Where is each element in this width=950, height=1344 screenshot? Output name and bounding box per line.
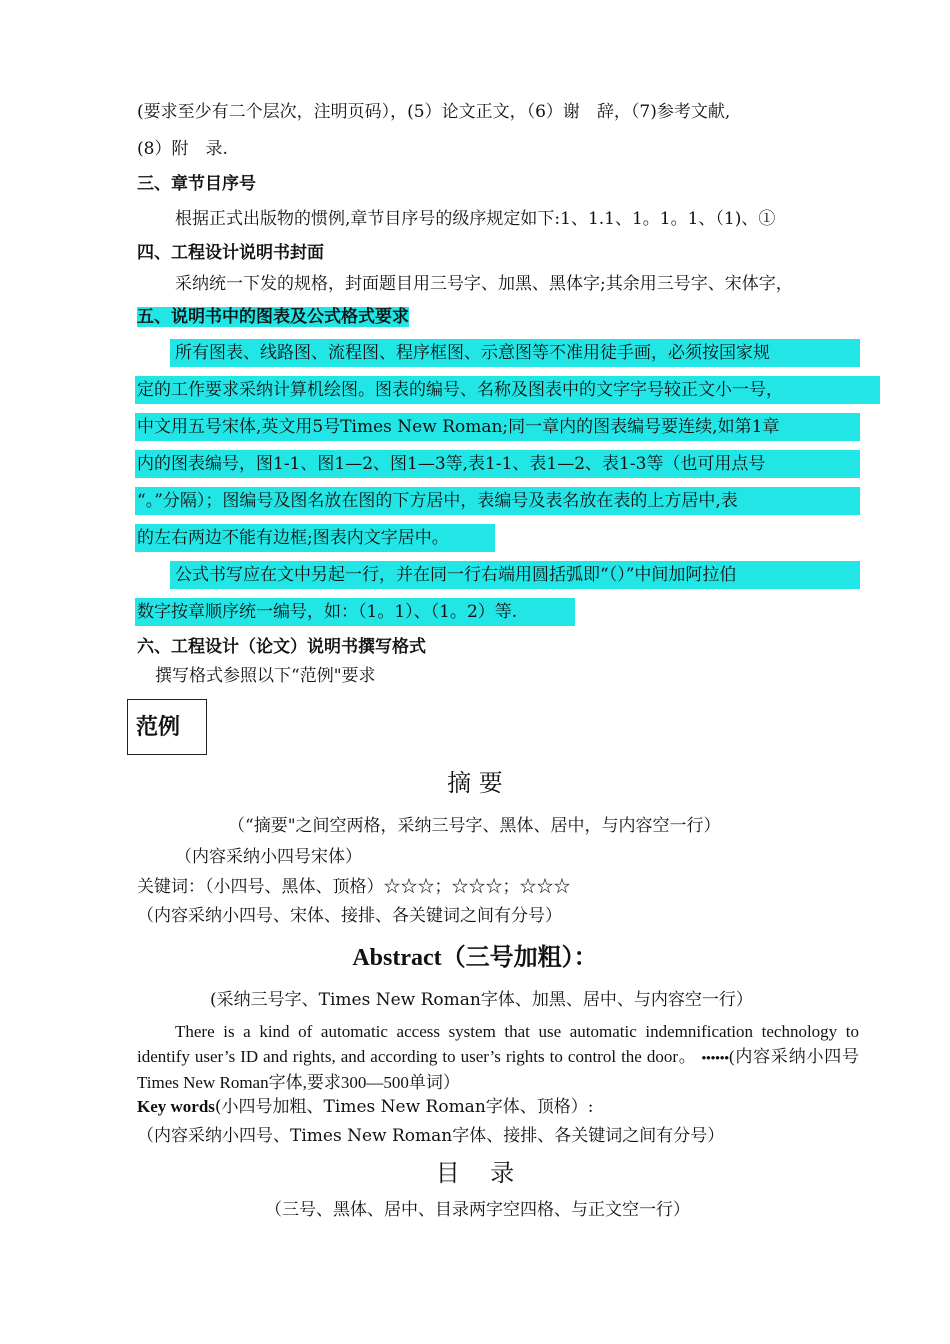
text-line: (要求至少有二个层次，注明页码），(5）论文正文，（6）谢 辞，（7)参考文献, (137, 102, 731, 122)
abstract-cn-keywords-note: （内容采纳小四号、宋体、接排、各关键词之间有分号） (137, 906, 562, 926)
paragraph-line: 公式书写应在文中另起一行，并在同一行右端用圆括弧即“（）”中间加阿拉伯 (175, 565, 737, 585)
section-heading: 六、工程设计（论文）说明书撰写格式 (137, 637, 426, 657)
abstract-en-tail: (内容采纳小四号Times New Roman字体,要求300—500单词） (137, 1047, 860, 1092)
paragraph-line: 中文用五号宋体,英文用5号Times New Roman;同一章内的图表编号要连续,如第1章 (137, 417, 780, 437)
paragraph: 撰写格式参照以下“范例"要求 (155, 666, 376, 686)
text-line: (8）附 录. (137, 139, 228, 159)
paragraph-line: 内的图表编号，图1-1、图1—2、图1—3等,表1-1、表1—2、表1-3等（也可用点号 (137, 454, 766, 474)
ellipsis-dots: •••••• (701, 1050, 729, 1065)
abstract-en-keywords (137, 1096, 594, 1118)
section-heading: 四、工程设计说明书封面 (137, 243, 324, 263)
abstract-en-body (137, 1019, 859, 1095)
abstract-cn-title: 摘 要 (447, 769, 503, 797)
abstract-cn-keywords: 关键词：（小四号、黑体、顶格）☆☆☆；☆☆☆；☆☆☆ (137, 877, 571, 897)
section-heading: 三、章节目序号 (137, 174, 256, 194)
abstract-en-note: (采纳三号字、Times New Roman字体、加黑、居中、与内容空一行） (210, 990, 753, 1010)
abstract-cn-note: （“摘要"之间空两格，采纳三号字、黑体、居中，与内容空一行） (228, 816, 721, 836)
paragraph-line: 数字按章顺序统一编号，如：（1。1）、（1。2）等. (137, 602, 518, 622)
example-label: 范例 (136, 715, 181, 740)
keywords-label: Key words (137, 1097, 215, 1116)
keywords-rest: (小四号加粗、Times New Roman字体、顶格）: (214, 1097, 594, 1117)
toc-title: 目 录 (435, 1159, 515, 1187)
abstract-en-title: Abstract（三号加粗）： (352, 945, 598, 971)
paragraph: 采纳统一下发的规格，封面题目用三号字、加黑、黑体字;其余用三号字、宋体字， (175, 274, 793, 294)
abstract-en-text: There is a kind of automatic access system that use automatic indemnification technology to identify user’s ID and rights, and according to user’s rights to control the door。 (137, 1022, 859, 1066)
paragraph-line: 定的工作要求采纳计算机绘图。图表的编号、名称及图表中的文字字号较正文小一号， (137, 380, 783, 400)
highlighted-heading: 五、说明书中的图表及公式格式要求 (137, 307, 409, 327)
paragraph-line: 所有图表、线路图、流程图、程序框图、示意图等不准用徒手画，必须按国家规 (175, 343, 770, 363)
section-heading (137, 306, 409, 328)
paragraph-line: “。”分隔）；图编号及图名放在图的下方居中，表编号及表名放在表的上方居中,表 (137, 491, 738, 511)
toc-note: （三号、黑体、居中、目录两字空四格、与正文空一行） (265, 1200, 690, 1220)
paragraph-line: 的左右两边不能有边框;图表内文字居中。 (137, 528, 449, 548)
abstract-en-keywords-note: （内容采纳小四号、Times New Roman字体、接排、各关键词之间有分号） (137, 1126, 725, 1146)
abstract-cn-note: （内容采纳小四号宋体） (175, 847, 362, 867)
paragraph: 根据正式出版物的惯例,章节目序号的级序规定如下:1、1.1、1。1。1、（1)、① (175, 209, 776, 229)
example-box (127, 699, 207, 755)
